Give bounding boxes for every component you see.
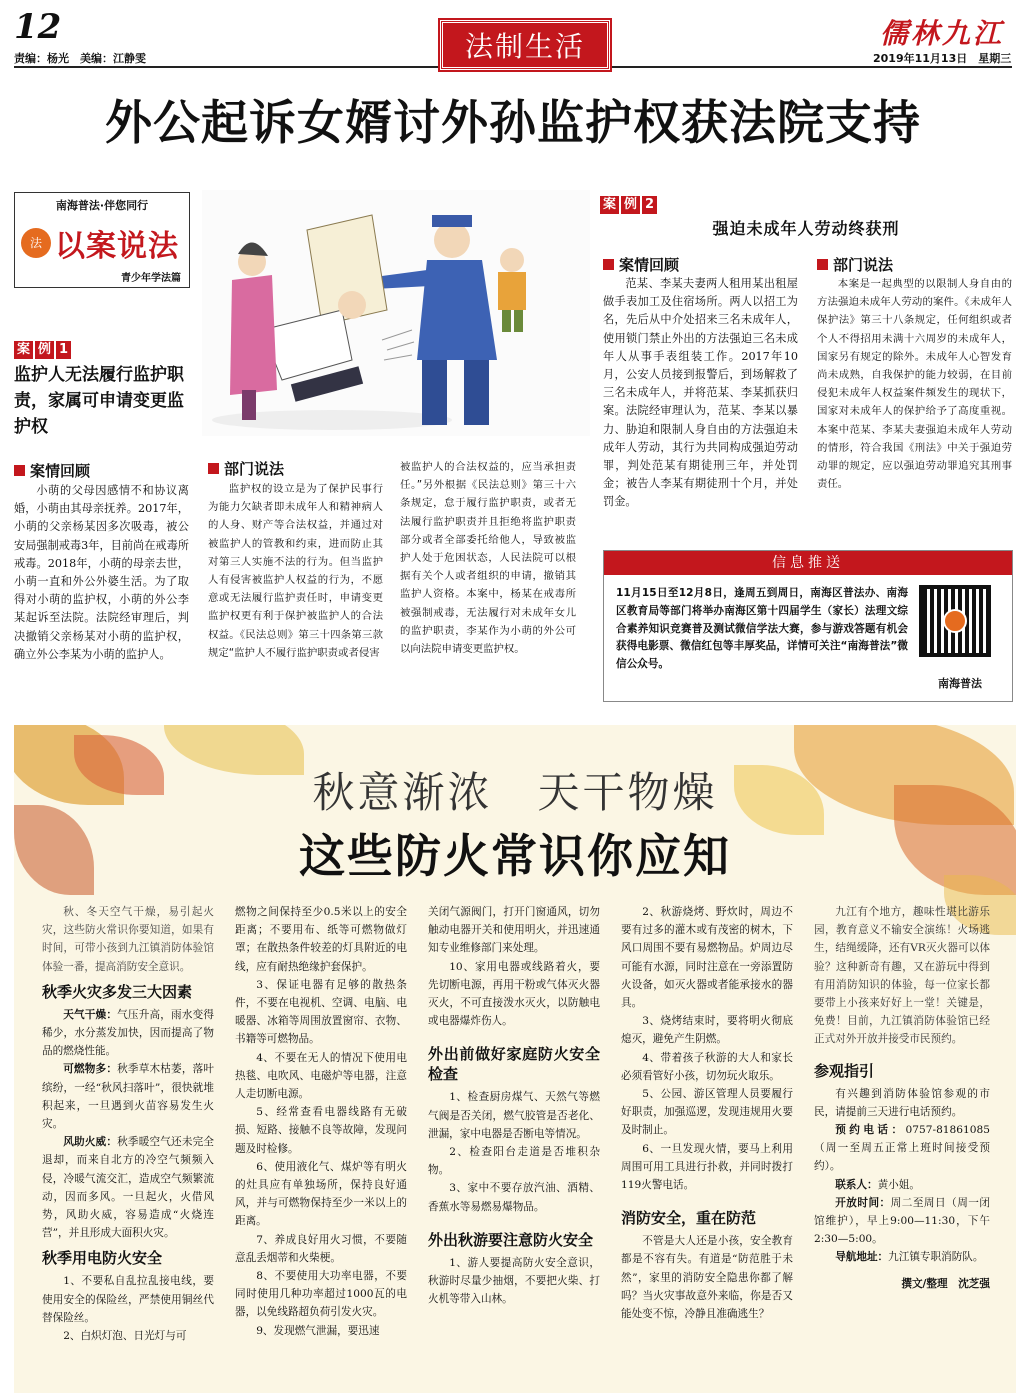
page-number: 12 — [14, 7, 62, 47]
case2-dept-heading — [817, 254, 893, 275]
brand-logo: 儒林九江 — [880, 17, 1005, 50]
fire-paragraph: 3、保证电器有足够的散热条件，不要在电视机、空调、电脑、电暖器、冰箱等周围放置窗帘、衣物、书籍等可燃物品。 — [235, 978, 407, 1046]
fire-paragraph — [42, 1006, 214, 1061]
case1-dept-text1: 监护权的设立是为了保护民事行为能力欠缺者即未成年人和精神病人的人身、财产等合法权益，并通过对被监护人的管教和约束，进而防止其对第三人实施不法的行为。但当监护人有侵害被监护人权益的行为，不愿意或无法履行监护责任时，申请变更监护权更有利于保护被监护人的合法权益。《民法总则》第三十四条第三款规定“监护人不履行监护职责或者侵害 — [208, 483, 383, 659]
fire-paragraph: 1、检查厨房煤气、天然气等燃气阀是否关闭，燃气胶管是否老化、泄漏，家中电器是否断电等情况。 — [428, 1091, 600, 1140]
fire-heading: 外出秋游要注意防火安全 — [428, 1230, 594, 1249]
fire-text: 周二至周日（周一闭馆维护），早上9:00—11:30，下午2:30—5:00。 — [814, 1196, 990, 1246]
case1-tag — [14, 341, 71, 359]
heading-text: 案情回顾 — [619, 256, 680, 274]
section-banner — [440, 20, 610, 70]
heading-square — [14, 465, 25, 476]
fire-text: 黄小姐。 — [877, 1178, 920, 1191]
editors: 责编：杨光 美编：江静雯 — [14, 52, 146, 65]
fire-bold-lead: 天气干燥： — [63, 1008, 118, 1021]
cartoon-illustration — [202, 190, 590, 436]
fire-paragraph: 9、发现燃气泄漏，要迅速 — [256, 1324, 380, 1337]
fire-paragraph: 4、不要在无人的情况下使用电热毯、电吹风、电磁炉等电器，注意人走切断电源。 — [235, 1051, 407, 1101]
fire-bold-lead: 导航地址： — [835, 1251, 889, 1264]
fire-paragraph: 2、秋游烧烤、野炊时，周边不要有过多的灌木或有茂密的树木，下风口周围不要有易燃物品。炉周边尽可能有水源，同时注意在一旁添置防火设备，如灭火器或者能承接水的器具。 — [621, 906, 793, 1010]
fire-text: 九江镇专职消防队。 — [888, 1251, 984, 1264]
qr-center-icon — [943, 609, 967, 633]
case2-review-heading — [603, 254, 679, 275]
case1-tag-char: 案 — [14, 341, 33, 359]
logo-title: 以案说法 — [55, 229, 179, 264]
fire-paragraph: 3、家中不要存放汽油、酒精、香蕉水等易燃易爆物品。 — [428, 1182, 600, 1213]
fire-bold-lead: 开放时间： — [835, 1196, 891, 1209]
case1-dept-heading — [208, 458, 284, 479]
qr-caption: 南海普法 — [938, 677, 982, 690]
heading-square — [603, 259, 614, 270]
info-box — [603, 550, 1013, 702]
fire-text: 秋季暖空气还未完全退却，而来自北方的冷空气频频入侵，冷暖气流交汇，造成空气频繁流动，因而多风。一旦起火，火借风势，风助火威，容易造成“火烧连营”，并且形成大面积火灾。 — [42, 1136, 215, 1240]
case2-tag — [600, 196, 657, 214]
logo-bottom: 青少年学法篇 — [121, 273, 181, 284]
fire-paragraph: 九江有个地方，趣味性堪比游乐园，教育意义不输安全演练！火场逃生，结绳缓降，还有VR灭火器可以体验？这种新奇有趣，又在游玩中得到有用消防知识的体验，每一位家长都要带上小孩来好好上一堂！关键是，免费！目前，九江镇消防体验馆已经正式对外开放并接受市民预约。 — [814, 906, 990, 1046]
fire-paragraph — [814, 1248, 990, 1266]
info-text: 11月15日至12月8日，逢周五到周日，南海区普法办、南海区教育局等部门将举办南海区第十四届学生（家长）法理文综合素养知识竞赛普及测试微信学法大赛，参与游戏答题有机会获得电影票、微信红包等丰厚奖品，详情可关注“南海普法”微信公众号。 — [616, 587, 908, 671]
fire-paragraph — [814, 1194, 990, 1249]
case1-review-heading — [14, 460, 90, 481]
info-heading: 信息推送 — [604, 551, 1012, 575]
fire-bold-lead: 风助火威： — [63, 1136, 118, 1149]
case1-tag-char: 例 — [35, 341, 54, 359]
fire-text: 0757-81861085（周一至周五正常上班时间接受预约）。 — [814, 1124, 990, 1173]
fire-paragraph — [42, 1133, 214, 1242]
column-logo-box — [14, 192, 190, 288]
fire-bold-lead: 预约电话： — [835, 1124, 906, 1137]
fire-paragraph: 7、养成良好用火习惯，不要随意乱丢烟蒂和火柴梗。 — [235, 1233, 407, 1264]
fire-paragraph — [42, 1060, 214, 1133]
logo-icon: 法 — [21, 228, 51, 258]
headline: 外公起诉女婿讨外孙监护权获法院支持 — [105, 96, 921, 151]
fire-heading: 秋季火灾多发三大因素 — [42, 982, 193, 1001]
fire-paragraph: 6、使用液化气、煤炉等有明火的灶具应有单独场所，保持良好通风，并与可燃物保持至少一米以上的距离。 — [235, 1160, 407, 1228]
fire-paragraph: 1、不要私自乱拉乱接电线，要使用安全的保险丝，严禁使用铜丝代替保险丝。 — [42, 1275, 214, 1324]
fire-credit: 撰文/整理 沈芝强 — [901, 1277, 990, 1290]
fire-paragraph — [814, 1121, 990, 1176]
fire-heading: 消防安全，重在防范 — [621, 1209, 757, 1228]
heading-square — [208, 463, 219, 474]
fire-paragraph: 燃物之间保持至少0.5米以上的安全距离；不要用布、纸等可燃物做灯罩；在散热条件较差的灯具附近的电线，应有耐热绝缘护套保护。 — [235, 906, 407, 973]
section-title: 法制生活 — [464, 30, 585, 63]
case2-tag-num: 2 — [642, 196, 657, 214]
case1-tag-num: 1 — [56, 341, 71, 359]
case2-tag-char: 例 — [621, 196, 640, 214]
case2-title: 强迫未成年人劳动终获刑 — [712, 219, 900, 238]
fire-heading: 外出前做好家庭防火安全检查 — [428, 1045, 600, 1084]
case1-dept-text2: 被监护人的合法权益的，应当承担责任。”另外根据《民法总则》第三十六条规定，怠于履行监护职责，或者无法履行监护职责并且拒绝将监护职责部分或者全部委托给他人，导致被监护人处于危困状态，人民法院可以根据有关个人或者组织的申请，撤销其监护人资格。本案中，杨某在戒毒所被强制戒毒，无法履行对未成年女儿的监护职责，李某作为小萌的外公可以向法院申请变更监护权。 — [400, 461, 576, 656]
issue-date: 2019年11月13日 星期三 — [873, 52, 1012, 65]
fire-paragraph: 5、公园、游区管理人员要履行好职责，加强巡逻，发现违规用火要及时制止。 — [621, 1088, 793, 1137]
fire-paragraph: 不管是大人还是小孩，安全教育都是不容有失。有道是“防范胜于未然”，家里的消防安全隐患你都了解吗？当火灾事故意外来临，你是否又能处变不惊，冷静且准确逃生？ — [621, 1235, 793, 1321]
heading-square — [817, 259, 828, 270]
fire-paragraph: 3、烧烤结束时，要将明火彻底熄灭，避免产生阴燃。 — [621, 1015, 793, 1046]
fire-paragraph: 8、不要使用大功率电器，不要同时使用几种功率超过1000瓦的电器，以免线路超负荷引发火灾。 — [235, 1270, 407, 1319]
fire-text: 气压升高，雨水变得稀少，水分蒸发加快，因而提高了物品的燃烧性能。 — [42, 1008, 215, 1058]
case2-tag-char: 案 — [600, 196, 619, 214]
case2-review-text: 范某、李某夫妻两人租用某出租屋做手表加工及住宿场所。两人以招工为名，先后从中介处招来三名未成年人，使用锁门禁止外出的方法强迫三名未成年人从事手表组装工作。2017年10月，公安人员接到报警后，到场解救了三名未成年人，并将范某、李某抓获归案。法院经审理认为，范某、李某以暴力、胁迫和限制人身自由的方法强迫未成年人劳动，其行为共同构成强迫劳动罪，判处范某有期徒刑三年，并处罚金；被告人李某有期徒刑十个月，并处罚金。 — [603, 277, 798, 509]
fire-paragraph: 2、白炽灯泡、日光灯与可 — [63, 1330, 187, 1343]
fire-paragraph — [814, 1176, 990, 1194]
fire-paragraph: 6、一旦发现火情，要马上利用周围可用工具进行扑救，并同时拨打119火警电话。 — [621, 1142, 793, 1192]
heading-text: 案情回顾 — [30, 462, 91, 480]
fire-heading: 秋季用电防火安全 — [42, 1249, 163, 1268]
fire-paragraph: 有兴趣到消防体验馆参观的市民，请提前三天进行电话预约。 — [814, 1087, 990, 1118]
fire-paragraph: 5、经常查看电器线路有无破损、短路、接触不良等故障，发现问题及时检修。 — [235, 1106, 407, 1155]
fire-paragraph: 4、带着孩子秋游的大人和家长必须看管好小孩，切勿玩火取乐。 — [621, 1051, 793, 1082]
fire-bold-lead: 联系人： — [835, 1178, 878, 1191]
logo-top: 南海普法·伴您同行 — [55, 199, 149, 212]
fire-paragraph: 关闭气源阀门，打开门窗通风，切勿触动电器开关和使用明火，并迅速通知专业维修部门来处理。 — [428, 906, 600, 955]
case2-dept-text: 本案是一起典型的以限制人身自由的方法强迫未成年人劳动的案件。《未成年人保护法》第三十八条规定，任何组织或者个人不得招用未满十六周岁的未成年人，国家另有规定的除外。未成年人心智发育尚未成熟，自我保护的能力较弱，在目前侵犯未成年人权益案件频发生的现状下，国家对未成年人的保护给予了高度重视。本案中范某、李某夫妻强迫未成年人劳动的情形，符合我国《刑法》中关于强迫劳动罪的规定，应以强迫劳动罪追究其刑事责任。 — [817, 278, 1012, 491]
fire-paragraph: 1、游人要提高防火安全意识，秋游时尽量少抽烟，不要把火柴、打火机等带入山林。 — [428, 1256, 600, 1306]
fire-paragraph: 10、家用电器或线路着火，要先切断电源，再用干粉或气体灭火器灭火，不可直接泼水灭火，以防触电或电器爆炸伤人。 — [428, 960, 600, 1028]
case1-title: 监护人无法履行监护职责，家属可申请变更监护权 — [14, 365, 184, 437]
heading-text: 部门说法 — [833, 256, 894, 274]
fire-paragraph: 2、检查阳台走道是否堆积杂物。 — [428, 1146, 600, 1177]
fire-bold-lead: 可燃物多： — [63, 1063, 118, 1076]
fire-title2: 这些防火常识你应知 — [299, 829, 731, 883]
fire-title1: 秋意渐浓 天干物燥 — [312, 768, 718, 817]
fire-heading: 参观指引 — [814, 1061, 875, 1080]
fire-text: 秋季草木枯萎，落叶缤纷，一经“秋风扫落叶”，很快就堆积起来，一旦遇到火苗容易发生火灾。 — [42, 1063, 215, 1131]
case1-review-text: 小萌的父母因感情不和协议离婚，小萌由其母亲抚养。2017年，小萌的父亲杨某因多次吸毒，被公安局强制戒毒3年，目前尚在戒毒所戒毒。2018年，小萌的母亲去世，小萌一直和外公外婆生活。为了取得对小萌的监护权，小萌的外公李某起诉至法院。法院经审理后，判决撤销父亲杨某对小萌的监护权，确立外公李某为小萌的监护人。 — [14, 484, 189, 661]
heading-text: 部门说法 — [224, 460, 285, 478]
fire-intro: 秋、冬天空气干燥，易引起火灾，这些防火常识你要知道，如果有时间，可带小孩到九江镇消防体验馆体验一番，提高消防安全意识。 — [42, 906, 214, 973]
